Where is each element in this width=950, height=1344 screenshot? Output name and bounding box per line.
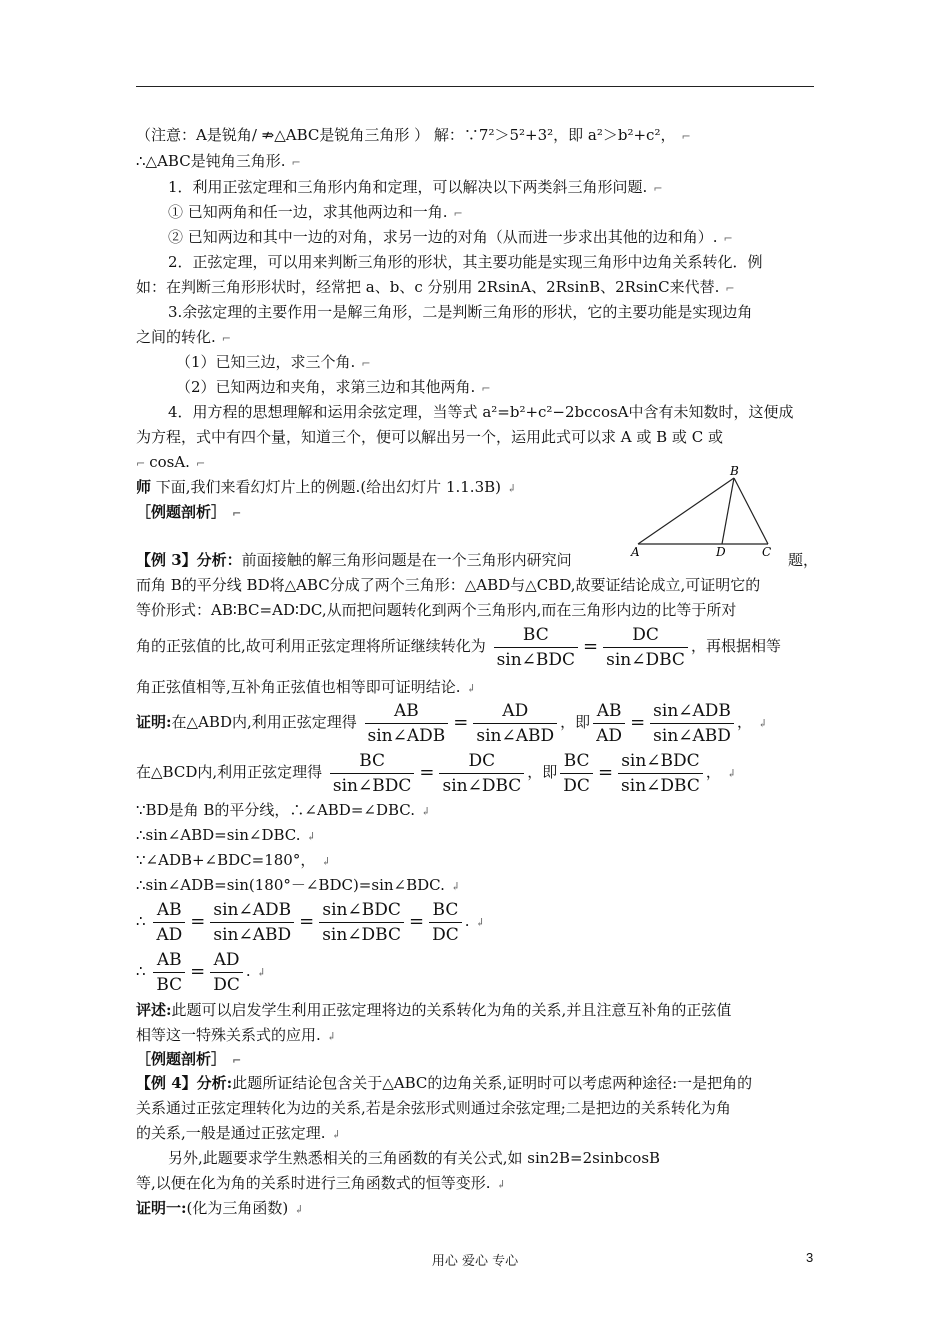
text-line: 之间的转化. ⌐ (136, 328, 231, 346)
text-line: 的关系,一般是通过正弦定理. ↲ (136, 1124, 341, 1142)
text-line: 角正弦值相等,互补角正弦值也相等即可证明结论. ↲ (136, 678, 476, 696)
formula-line: 证明:在△ABD内,利用正弦定理得 $\frac{AB}{\text{sin∠ADB}}$ = $\frac{AD}{\text{sin∠ABD}}$ ，即 $\frac{AB}{AD}$ = $\frac{\text{sin∠ADB}}{\text{sin∠ABD}}$ ， ↲ (136, 700, 768, 746)
text-line: 证明一:(化为三角函数) ↲ (136, 1199, 304, 1217)
text-line: 4．用方程的思想理解和运用余弦定理，当等式 a²=b²+c²−2bccosA中含有未知数时，这便成 (168, 403, 794, 421)
text-line: 【例 4】分析:此题所证结论包含关于△ABC的边角关系,证明时可以考虑两种途径:一是把角的 (136, 1074, 753, 1092)
section-heading: ［例题剖析］ ⌐ (136, 503, 242, 521)
fraction: $\frac{\text{sin∠BDC}}{\text{sin∠DBC}}$ (319, 898, 404, 947)
text-line: ① 已知两角和任一边，求其他两边和一角. ⌐ (168, 203, 463, 221)
text-line: ∴△ABC是钝角三角形. ⌐ (136, 152, 301, 170)
fraction: $\frac{BC}{DC}$ (429, 898, 462, 947)
fraction: $\frac{AD}{DC}$ (210, 948, 243, 997)
fraction: $\frac{AD}{\text{sin∠ABD}}$ (473, 699, 557, 748)
text-line: ∵∠ADB+∠BDC=180°， ↲ (136, 851, 331, 869)
section-heading: ［例题剖析］ ⌐ (136, 1050, 242, 1068)
bisector-bd (722, 478, 734, 544)
formula-line: 在△BCD内,利用正弦定理得 $\frac{BC}{\text{sin∠BDC}}$ = $\frac{DC}{\text{sin∠DBC}}$ ，即 $\frac{BC}{DC}$ = $\frac{\text{sin∠BDC}}{\text{sin∠DBC}}$ ， ↲ (136, 750, 737, 796)
label-b: B (730, 466, 739, 478)
text-line: 2．正弦定理，可以用来判断三角形的形状，其主要功能是实现三角形中边角关系转化．例 (168, 253, 763, 271)
fraction: $\frac{\text{sin∠ADB}}{\text{sin∠ABD}}$ (210, 898, 294, 947)
fraction: $\frac{\text{sin∠ADB}}{\text{sin∠ABD}}$ (650, 699, 734, 748)
text-line: 师 下面,我们来看幻灯片上的例题.(给出幻灯片 1.1.3B) ↲ (136, 478, 517, 496)
page-number: 3 (806, 1250, 814, 1265)
label-d: D (716, 545, 726, 558)
formula-line: 角的正弦值的比,故可利用正弦定理将所证继续转化为 $\frac{BC}{\text{sin∠BDC}}$ = $\frac{DC}{\text{sin∠DBC}}$ ，再根据相等 (136, 624, 781, 670)
text-line: ⌐ cosA. ⌐ (136, 453, 206, 471)
fraction: $\frac{DC}{\text{sin∠DBC}}$ (603, 623, 688, 672)
header-rule (136, 86, 814, 87)
text-line: ∴sin∠ABD=sin∠DBC. ↲ (136, 826, 316, 844)
text-line: ∵BD是角 B的平分线，∴∠ABD=∠DBC. ↲ (136, 801, 431, 819)
text-line: ② 已知两边和其中一边的对角，求另一边的对角（从而进一步求出其他的边和角）. ⌐ (168, 228, 733, 246)
formula-line: ∴ $\frac{AB}{AD}$ = $\frac{\text{sin∠ADB}}{\text{sin∠ABD}}$ = $\frac{\text{sin∠BDC}}{\text{sin∠DBC}}$ = $\frac{BC}{DC}$ . ↲ (136, 899, 485, 945)
text-line: 3.余弦定理的主要作用一是解三角形，二是判断三角形的形状，它的主要功能是实现边角 (168, 303, 753, 321)
text-line: 等价形式：AB∶BC=AD∶DC,从而把问题转化到两个三角形内,而在三角形内边的比等于所对 (136, 601, 737, 619)
text-line: 评述:此题可以启发学生利用正弦定理将边的关系转化为角的关系,并且注意互补角的正弦值 (136, 1001, 732, 1019)
triangle-figure (628, 466, 778, 558)
fraction: $\frac{AB}{AD}$ (593, 699, 625, 748)
fraction: $\frac{AB}{AD}$ (153, 898, 185, 947)
label-a: A (631, 545, 640, 558)
text-line: （2）已知两边和夹角，求第三边和其他两角. ⌐ (176, 378, 491, 396)
fraction: $\frac{BC}{\text{sin∠BDC}}$ (494, 623, 578, 672)
text-line: 相等这一特殊关系式的应用. ↲ (136, 1026, 336, 1044)
text-line: （注意：A是锐角/ ⇏△ABC是锐角三角形 ） 解：∵7²＞5²+3²，即 a²＞b²+c²， ⌐ (136, 126, 691, 144)
side-bc (734, 478, 768, 544)
fraction: $\frac{AB}{\text{sin∠ADB}}$ (365, 699, 449, 748)
label-c: C (762, 545, 772, 558)
formula-line: ∴ $\frac{AB}{BC}$ = $\frac{AD}{DC}$ . ↲ (136, 949, 266, 995)
text-line: 而角 B的平分线 BD将△ABC分成了两个三角形：△ABD与△CBD,故要证结论成立,可证明它的 (136, 576, 761, 594)
fraction: $\frac{BC}{\text{sin∠BDC}}$ (330, 749, 414, 798)
fraction: $\frac{DC}{\text{sin∠DBC}}$ (439, 749, 524, 798)
fraction: $\frac{BC}{DC}$ (560, 749, 593, 798)
fraction: $\frac{AB}{BC}$ (153, 948, 185, 997)
text-line: 如：在判断三角形形状时，经常把 a、b、c 分别用 2RsinA、2RsinB、2RsinC来代替. ⌐ (136, 278, 735, 296)
side-ab (638, 478, 734, 544)
text-line: 【例 3】分析：前面接触的解三角形问题是在一个三角形内研究问 题， (136, 551, 819, 569)
text-line: 等,以便在化为角的关系时进行三角函数式的恒等变形. ↲ (136, 1174, 506, 1192)
text-line: 另外,此题要求学生熟悉相关的三角函数的有关公式,如 sin2B=2sinbcosB (168, 1149, 661, 1167)
page-footer: 用心 爱心 专心 (431, 1254, 519, 1269)
text-line: 1．利用正弦定理和三角形内角和定理，可以解决以下两类斜三角形问题. ⌐ (168, 178, 663, 196)
text-line: 为方程，式中有四个量，知道三个，便可以解出另一个，运用此式可以求 A 或 B 或 C 或 (136, 428, 723, 446)
fraction: $\frac{\text{sin∠BDC}}{\text{sin∠DBC}}$ (618, 749, 703, 798)
text-line: ∴sin∠ADB=sin(180°－∠BDC)=sin∠BDC. ↲ (136, 876, 461, 894)
text-line: （1）已知三边，求三个角. ⌐ (176, 353, 371, 371)
text-line: 关系通过正弦定理转化为边的关系,若是余弦形式则通过余弦定理;二是把边的关系转化为角 (136, 1099, 731, 1117)
